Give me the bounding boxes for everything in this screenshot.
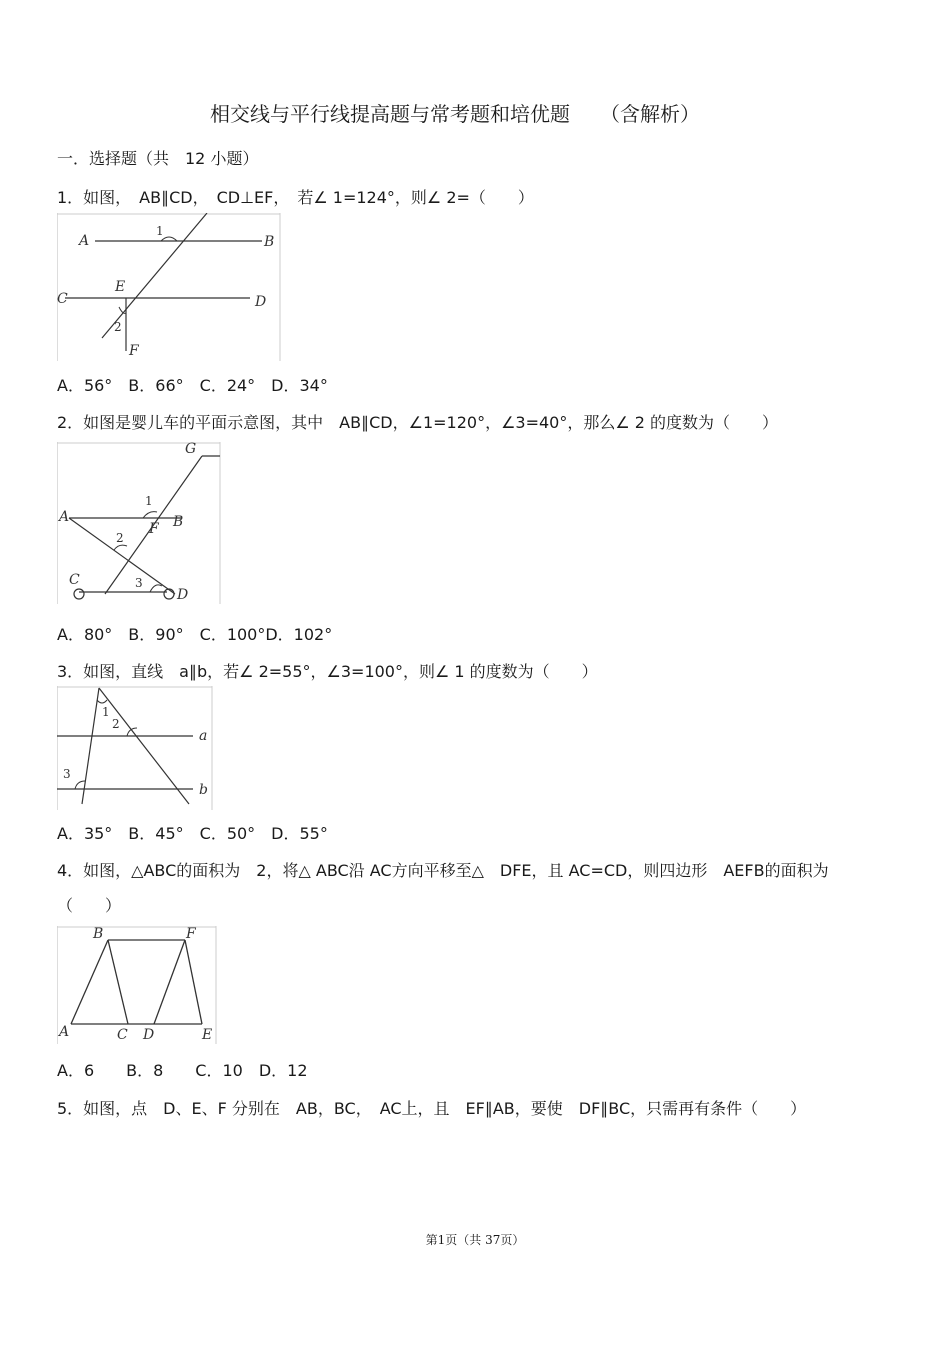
question-2-figure [57, 442, 222, 604]
q1-label-d: D [255, 294, 267, 310]
question-4-stem-cont: （ ） [57, 896, 122, 915]
q2-angle-2: 2 [116, 531, 124, 545]
question-3-figure [57, 686, 214, 810]
q4-label-c: C [117, 1027, 128, 1043]
question-1-options: A．56° B．66° C．24° D．34° [57, 376, 328, 395]
q3-label-b: b [199, 782, 208, 798]
q1-angle-2: 2 [114, 320, 122, 334]
q2-label-d: D [177, 587, 189, 603]
question-2-stem: 2．如图是婴儿车的平面示意图，其中 AB∥CD，∠1=120°，∠3=40°，那么∠ 2 的度数为（ ） [57, 413, 779, 432]
question-3-options: A．35° B．45° C．50° D．55° [57, 824, 328, 843]
q1-label-e: E [115, 279, 126, 295]
q1-label-b: B [264, 234, 275, 250]
question-1-figure [57, 213, 282, 361]
page-footer: 第1页（共 37页） [425, 1233, 525, 1247]
q3-label-a: a [199, 728, 208, 744]
q2-label-g: G [185, 442, 197, 457]
q3-angle-2: 2 [112, 717, 120, 731]
q3-angle-1: 1 [102, 705, 110, 719]
question-1-stem: 1．如图， AB∥CD， CD⊥EF， 若∠ 1=124°，则∠ 2=（ ） [57, 188, 534, 207]
q2-angle-3: 3 [135, 576, 143, 590]
question-4-stem: 4．如图，△ABC的面积为 2，将△ ABC沿 AC方向平移至△ DFE，且 AC=CD，则四边形 AEFB的面积为 [57, 861, 829, 880]
q4-label-e: E [202, 1027, 213, 1043]
question-4-options: A．6 B．8 C．10 D．12 [57, 1061, 308, 1080]
question-2-options: A．80° B．90° C．100°D．102° [57, 625, 333, 644]
section-heading: 一．选择题（共 12 小题） [57, 149, 259, 168]
q4-label-f: F [186, 926, 196, 942]
q4-label-d: D [143, 1027, 155, 1043]
q4-label-a: A [59, 1024, 70, 1040]
q1-label-a: A [79, 233, 90, 249]
q3-angle-3: 3 [63, 767, 71, 781]
q4-label-b: B [93, 926, 104, 942]
question-5-stem: 5．如图，点 D、E、F 分别在 AB，BC， AC上，且 EF∥AB，要使 DF∥BC，只需再有条件（ ） [57, 1099, 807, 1118]
q2-label-c: C [69, 572, 80, 588]
q1-label-c: C [57, 291, 68, 307]
q2-label-b: B [173, 514, 184, 530]
q2-angle-1: 1 [145, 494, 153, 508]
q2-label-a: A [59, 509, 70, 525]
q2-label-f: F [149, 521, 159, 537]
q1-label-f: F [129, 343, 139, 359]
question-3-stem: 3．如图，直线 a∥b，若∠ 2=55°，∠3=100°，则∠ 1 的度数为（ ） [57, 662, 598, 681]
question-4-figure [57, 926, 218, 1044]
page-title: 相交线与平行线提高题与常考题和培优题 （含解析） [210, 102, 700, 126]
q1-angle-1: 1 [156, 224, 164, 238]
